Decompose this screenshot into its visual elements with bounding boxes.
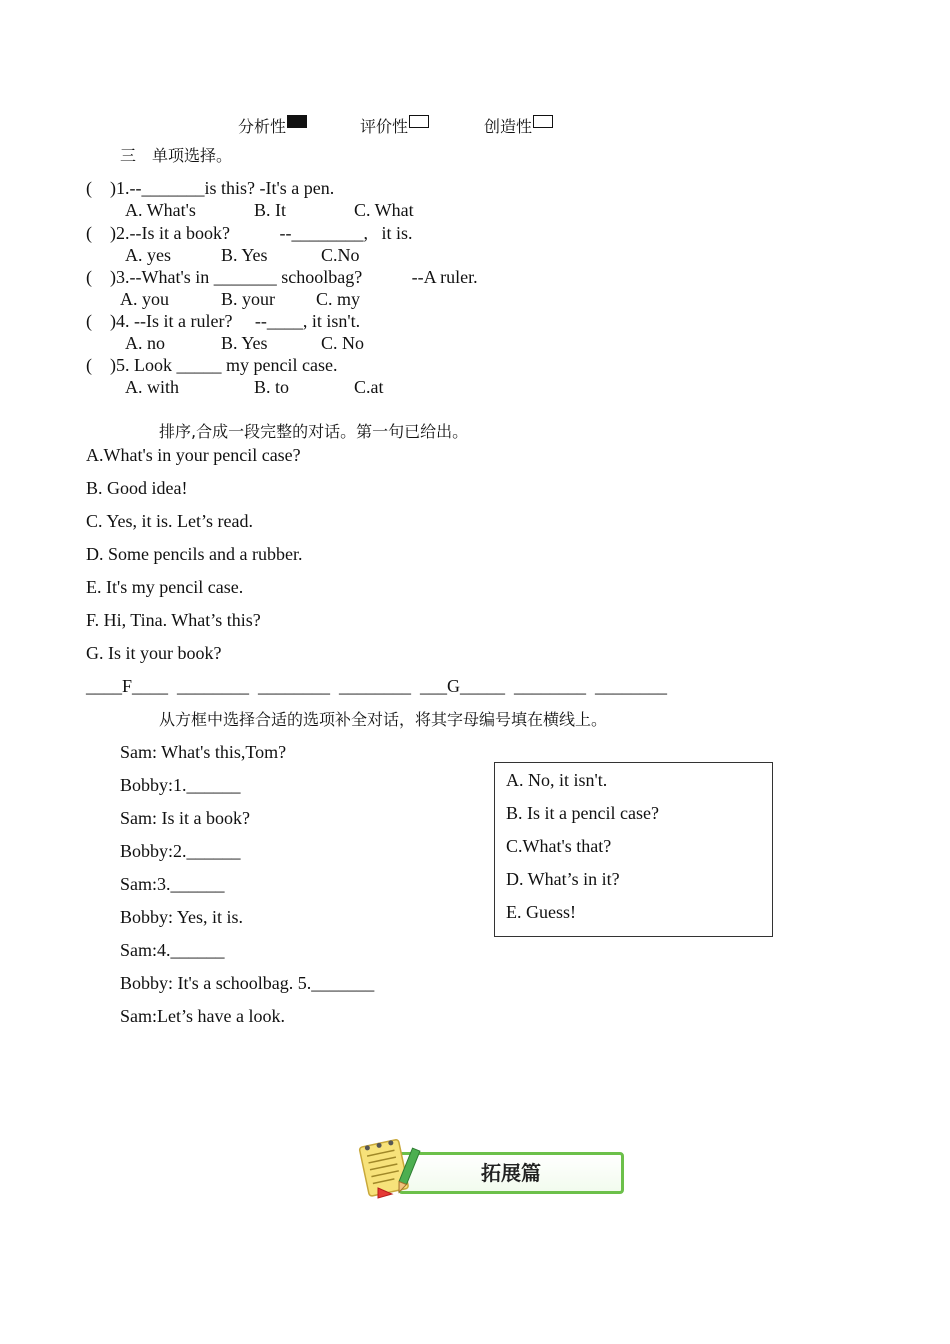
ordering-item-d: D. Some pencils and a rubber. <box>86 544 303 564</box>
evaluative-label: 评价性 <box>360 117 409 136</box>
q4-option-a: A. no <box>125 333 165 353</box>
q1-option-c: C. What <box>354 200 414 220</box>
q3-option-b: B. your <box>221 289 275 309</box>
evaluative-checkbox[interactable] <box>409 115 429 128</box>
q4-option-c: C. No <box>321 333 365 353</box>
q3-option-a: A. you <box>120 289 169 309</box>
q4-option-b: B. Yes <box>221 333 268 353</box>
q1-option-b: B. It <box>254 200 287 220</box>
fill-box-title: 从方框中选择合适的选项补全对话，将其字母编号填在横线上。 <box>159 710 608 729</box>
evaluative-eval <box>360 115 429 138</box>
dialogue-line-9: Sam:Let’s have a look. <box>120 1006 285 1026</box>
box-option-b: B. Is it a pencil case? <box>506 803 659 823</box>
q2-option-a: A. yes <box>125 245 171 265</box>
question-3: ( )3.--What's in _______ schoolbag? --A ruler. <box>86 267 478 287</box>
creative-eval <box>484 115 553 138</box>
ordering-item-a: A.What's in your pencil case? <box>86 445 301 465</box>
q5-option-b: B. to <box>254 377 290 397</box>
creative-checkbox[interactable] <box>533 115 553 128</box>
dialogue-line-7[interactable]: Sam:4.______ <box>120 940 225 960</box>
question-2: ( )2.--Is it a book? --________, it is. <box>86 223 413 243</box>
creative-label: 创造性 <box>484 117 533 136</box>
ordering-answer-line[interactable]: ____F____ ________ ________ ________ ___G_____ ________ ________ <box>86 676 668 696</box>
q5-option-c: C.at <box>354 377 384 397</box>
ordering-item-b: B. Good idea! <box>86 478 188 498</box>
ordering-item-c: C. Yes, it is. Let’s read. <box>86 511 254 531</box>
box-option-e: E. Guess! <box>506 902 576 922</box>
question-5: ( )5. Look _____ my pencil case. <box>86 355 338 375</box>
q2-option-c: C.No <box>321 245 360 265</box>
ordering-item-e: E. It's my pencil case. <box>86 577 244 597</box>
q3-option-c: C. my <box>316 289 361 309</box>
dialogue-line-3: Sam: Is it a book? <box>120 808 250 828</box>
ordering-item-f: F. Hi, Tina. What’s this? <box>86 610 261 630</box>
ordering-title: 排序,合成一段完整的对话。第一句已给出。 <box>159 422 469 441</box>
box-option-a: A. No, it isn't. <box>506 770 608 790</box>
banner-title: 拓展篇 <box>481 1161 541 1185</box>
analytical-checkbox[interactable] <box>287 115 307 128</box>
dialogue-line-2[interactable]: Bobby:1.______ <box>120 775 241 795</box>
options-box <box>494 762 773 937</box>
section-banner <box>358 1136 630 1202</box>
q2-option-b: B. Yes <box>221 245 268 265</box>
q1-option-a: A. What's <box>125 200 196 220</box>
dialogue-line-5[interactable]: Sam:3.______ <box>120 874 225 894</box>
question-4: ( )4. --Is it a ruler? --____, it isn't. <box>86 311 361 331</box>
dialogue-line-6: Bobby: Yes, it is. <box>120 907 244 927</box>
ordering-item-g: G. Is it your book? <box>86 643 222 663</box>
analytical-label: 分析性 <box>238 117 287 136</box>
dialogue-line-4[interactable]: Bobby:2.______ <box>120 841 241 861</box>
section3-title: 三 单项选择。 <box>120 146 233 165</box>
dialogue-line-8[interactable]: Bobby: It's a schoolbag. 5._______ <box>120 973 375 993</box>
box-option-d: D. What’s in it? <box>506 869 620 889</box>
question-1: ( )1.--_______is this? -It's a pen. <box>86 178 335 198</box>
dialogue-line-1: Sam: What's this,Tom? <box>120 742 287 762</box>
q5-option-a: A. with <box>125 377 179 397</box>
analytical-eval <box>238 115 307 138</box>
box-option-c: C.What's that? <box>506 836 612 856</box>
